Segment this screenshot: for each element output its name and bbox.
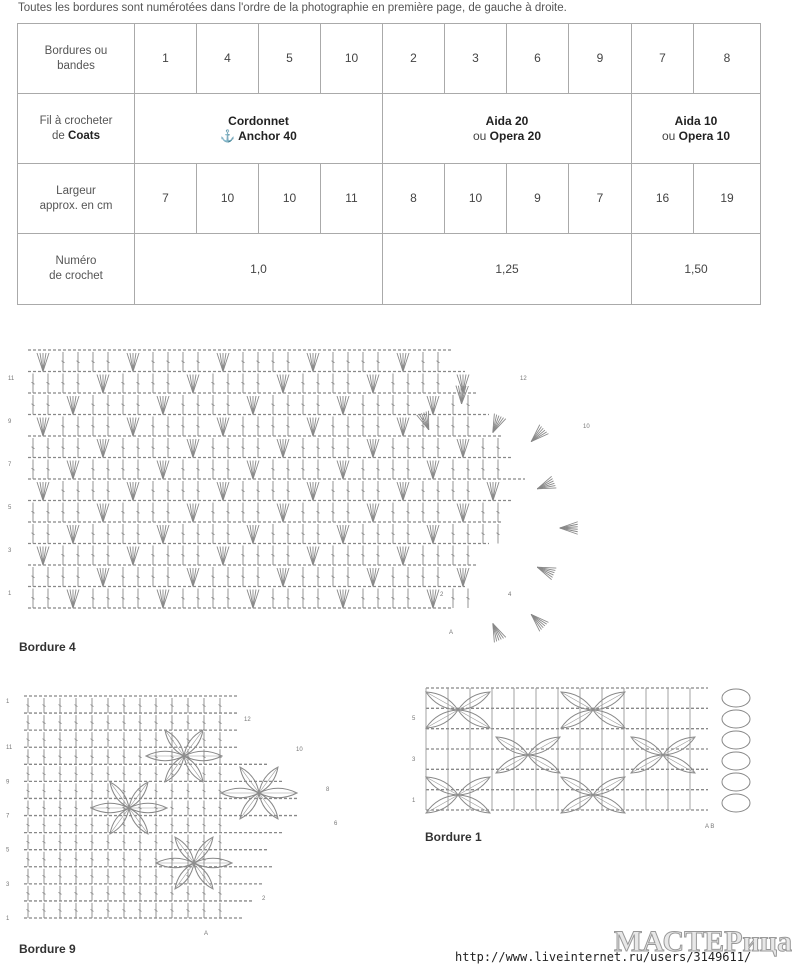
hook-size: 1,25 [383, 234, 632, 305]
leaf-vein [458, 692, 490, 710]
row-bordures [18, 24, 761, 94]
row-number: 6 [334, 821, 338, 827]
thread-group-cordonnet: Cordonnet ⚓ Anchor 40 [135, 94, 383, 164]
shell-fan [97, 439, 109, 458]
shell-fan [127, 353, 139, 372]
row-number: 1 [6, 699, 10, 706]
row-number: 10 [583, 424, 590, 430]
row-label-largeur: Largeur approx. en cm [18, 164, 135, 234]
width-value: 19 [694, 164, 761, 234]
row-number: 3 [6, 881, 10, 888]
shell-fan [367, 568, 379, 587]
shell-fan [397, 353, 409, 372]
leaf-vein [496, 755, 528, 773]
hook-size: 1,0 [135, 234, 383, 305]
bordure-4-label: Bordure 4 [19, 640, 76, 654]
anchor-icon: ⚓ [220, 128, 239, 143]
row-label-crochet: Numéro de crochet [18, 234, 135, 305]
row-number: 2 [440, 592, 444, 598]
leaf-vein [458, 710, 490, 728]
row-number: 10 [296, 747, 303, 753]
row-number: 5 [6, 847, 10, 854]
shell-fan [127, 482, 139, 501]
leaf-vein [561, 710, 593, 728]
leaf-vein [496, 737, 528, 755]
shell-fan [487, 414, 506, 436]
row-number: 7 [6, 813, 10, 820]
shell-fan [127, 418, 139, 437]
edge-loop [722, 794, 750, 812]
row-number: 7 [8, 462, 12, 469]
shell-fan [67, 396, 79, 415]
shell-fan [487, 621, 506, 643]
start-marker: A B [705, 824, 715, 830]
row-number: 5 [8, 505, 12, 512]
shell-fan [247, 590, 259, 609]
row-number: 3 [412, 757, 416, 763]
shell-fan [247, 525, 259, 544]
shell-fan [535, 476, 556, 494]
shell-fan [187, 375, 199, 394]
leaf-vein [458, 777, 490, 795]
shell-fan [217, 418, 229, 437]
row-largeur [18, 164, 761, 234]
thread-group-aida10: Aida 10 ou Opera 10 [632, 94, 761, 164]
bordure-4-diagram [8, 338, 608, 638]
svg-text:МАСТЕРица: МАСТЕРица [614, 925, 792, 958]
shell-fan [247, 461, 259, 480]
shell-fan [560, 522, 578, 535]
shell-fan [277, 568, 289, 587]
row-number: 11 [6, 745, 13, 752]
edge-loop [722, 773, 750, 791]
shell-fan [527, 610, 549, 631]
shell-fan [307, 547, 319, 566]
shell-fan [127, 547, 139, 566]
shell-fan [397, 482, 409, 501]
bordure-number: 10 [321, 24, 383, 94]
row-label-fil: Fil à crocheter de Coats [18, 94, 135, 164]
width-value: 16 [632, 164, 694, 234]
row-crochet [18, 234, 761, 305]
shell-fan [37, 482, 49, 501]
shell-fan [97, 568, 109, 587]
row-number: 12 [244, 717, 251, 723]
bordure-number: 8 [694, 24, 761, 94]
width-value: 8 [383, 164, 445, 234]
shell-fan [277, 439, 289, 458]
shell-fan [37, 418, 49, 437]
bordure-1-diagram [408, 680, 778, 830]
start-marker: A [449, 630, 454, 636]
width-value: 10 [259, 164, 321, 234]
bordure-number: 7 [632, 24, 694, 94]
row-label-bordures: Bordures ou bandes [18, 24, 135, 94]
shell-fan [217, 353, 229, 372]
row-number: 5 [412, 716, 416, 722]
bordure-1-label: Bordure 1 [425, 830, 482, 844]
leaf-vein [528, 755, 560, 773]
leaf-vein [593, 692, 625, 710]
edge-loop [722, 731, 750, 749]
bordure-number: 5 [259, 24, 321, 94]
shell-fan [157, 590, 169, 609]
shell-fan [307, 353, 319, 372]
shell-fan [217, 482, 229, 501]
thread-spec-table [17, 23, 761, 305]
shell-fan [535, 561, 556, 579]
shell-fan [397, 418, 409, 437]
edge-loop [722, 689, 750, 707]
bordure-number: 9 [569, 24, 632, 94]
row-fil [18, 94, 761, 164]
thread-group-aida20: Aida 20 ou Opera 20 [383, 94, 632, 164]
width-value: 7 [569, 164, 632, 234]
shell-fan [367, 375, 379, 394]
edge-loop [722, 752, 750, 770]
bordure-9-diagram [4, 688, 344, 938]
shell-fan [37, 353, 49, 372]
row-number: 9 [8, 419, 12, 426]
shell-fan [67, 525, 79, 544]
row-number: 4 [508, 592, 512, 598]
shell-fan [97, 375, 109, 394]
row-number: 8 [326, 787, 330, 793]
shell-fan [427, 461, 439, 480]
shell-fan [337, 396, 349, 415]
bordure-number: 3 [445, 24, 507, 94]
width-value: 9 [507, 164, 569, 234]
shell-fan [487, 482, 499, 501]
shell-fan [157, 461, 169, 480]
row-number: 1 [8, 591, 12, 598]
row-number: 9 [6, 779, 10, 786]
shell-fan [457, 568, 469, 587]
shell-fan [187, 439, 199, 458]
shell-fan [367, 504, 379, 523]
shell-fan [427, 525, 439, 544]
shell-fan [247, 396, 259, 415]
source-url: http://www.liveinternet.ru/users/3149611/ [455, 950, 752, 964]
row-number: 3 [8, 548, 12, 555]
leaf-vein [528, 737, 560, 755]
shell-fan [337, 461, 349, 480]
leaf-vein [593, 710, 625, 728]
row-number: 1 [412, 798, 416, 804]
page-caption: Toutes les bordures sont numérotées dans l'ordre de la photographie en première page, de gauche à droite. [18, 2, 567, 14]
row-number: 1 [6, 916, 10, 922]
leaf-vein [561, 777, 593, 795]
shell-fan [337, 525, 349, 544]
shell-fan [367, 439, 379, 458]
shell-fan [457, 439, 469, 458]
shell-fan [307, 482, 319, 501]
leaf-vein [426, 710, 458, 728]
shell-fan [427, 590, 439, 609]
shell-fan [187, 504, 199, 523]
shell-fan [527, 425, 549, 446]
shell-fan [157, 396, 169, 415]
bordure-number: 2 [383, 24, 445, 94]
shell-fan [97, 504, 109, 523]
shell-fan [217, 547, 229, 566]
width-value: 10 [197, 164, 259, 234]
leaf-vein [593, 777, 625, 795]
edge-loop [722, 710, 750, 728]
bordure-9-label: Bordure 9 [19, 942, 76, 956]
bordure-number: 1 [135, 24, 197, 94]
width-value: 11 [321, 164, 383, 234]
leaf-vein [631, 737, 663, 755]
shell-fan [67, 461, 79, 480]
leaf-vein [426, 692, 458, 710]
leaf-vein [561, 692, 593, 710]
leaf-vein [426, 777, 458, 795]
shell-fan [307, 418, 319, 437]
shell-fan [67, 590, 79, 609]
width-value: 10 [445, 164, 507, 234]
shell-fan [187, 568, 199, 587]
shell-fan [277, 504, 289, 523]
bordure-number: 6 [507, 24, 569, 94]
bordure-number: 4 [197, 24, 259, 94]
leaf-vein [631, 755, 663, 773]
hook-size: 1,50 [632, 234, 761, 305]
shell-fan [157, 525, 169, 544]
shell-fan [37, 547, 49, 566]
shell-fan [337, 590, 349, 609]
shell-fan [457, 504, 469, 523]
shell-fan [397, 547, 409, 566]
row-number: 2 [262, 896, 266, 902]
width-value: 7 [135, 164, 197, 234]
start-marker: A [204, 931, 209, 937]
shell-fan [277, 375, 289, 394]
row-number: 11 [8, 376, 15, 383]
row-number: 12 [520, 376, 527, 382]
